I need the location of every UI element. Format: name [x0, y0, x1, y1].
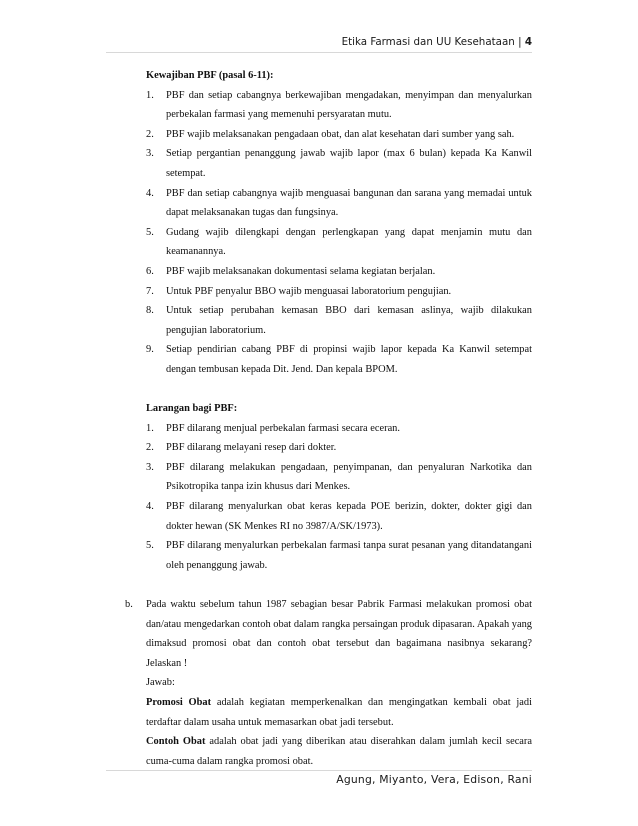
list-item — [146, 458, 532, 497]
item-text: PBF dan setiap cabangnya berkewajiban mengadakan, menyimpan dan menyalurkan perbekalan farmasi yang memenuhi persyaratan mutu. — [166, 89, 532, 121]
item-number: 3. — [146, 461, 154, 473]
section-b-question: Pada waktu sebelum tahun 1987 sebagian besar Pabrik Farmasi melakukan promosi obat dan/atau mengedarkan contoh obat dalam rangka persaingan produk dipasaran. Apakah yang dimaksud promosi obat dan contoh obat tersebut dan bagaimana nasibnya sekarang? Jelaskan ! — [146, 599, 532, 669]
list-item — [146, 419, 532, 439]
item-text: Untuk setiap perubahan kemasan BBO dari kemasan aslinya, wajib dilakukan pengujian laboratorium. — [166, 305, 532, 336]
spacer — [146, 575, 532, 595]
item-number: 5. — [146, 226, 154, 238]
item-text: PBF dilarang melayani resep dari dokter. — [166, 442, 337, 454]
list-item — [146, 223, 532, 262]
item-number: 8. — [146, 305, 154, 317]
spacer — [146, 380, 532, 400]
footer-divider — [106, 770, 532, 771]
item-text: PBF dilarang menyalurkan perbekalan farmasi tanpa surat pesanan yang ditandatangani oleh penanggung jawab. — [166, 540, 532, 571]
list-item — [146, 497, 532, 536]
promosi-term: Promosi Obat — [146, 697, 212, 708]
kewajiban-list — [146, 86, 532, 380]
contoh-term: Contoh Obat — [146, 736, 206, 748]
list-item — [146, 282, 532, 302]
list-item — [146, 340, 532, 379]
contoh-definition — [146, 732, 532, 771]
item-number: 2. — [146, 442, 154, 454]
item-text: PBF wajib melaksanakan dokumentasi selama kegiatan berjalan. — [166, 265, 436, 277]
promosi-text: adalah kegiatan memperkenalkan dan mengingatkan kembali obat jadi terdaftar dalam usaha untuk memasarkan obat jadi tersebut. — [146, 697, 532, 728]
item-text: PBF dilarang menjual perbekalan farmasi secara eceran. — [166, 422, 400, 434]
page-header — [0, 36, 532, 48]
section-b-label: b. — [125, 599, 133, 611]
list-item — [146, 301, 532, 340]
item-number: 6. — [146, 265, 154, 277]
document-body — [125, 66, 532, 771]
promosi-definition — [146, 693, 532, 732]
kewajiban-heading: Kewajiban PBF (pasal 6-11): — [146, 70, 274, 81]
item-number: 3. — [146, 148, 154, 160]
larangan-heading: Larangan bagi PBF: — [146, 403, 238, 415]
item-text: PBF dan setiap cabangnya wajib menguasai bangunan dan sarana yang memadai untuk dapat melaksanakan tugas dan fungsinya. — [166, 187, 532, 219]
larangan-list — [146, 419, 532, 576]
item-number: 1. — [146, 422, 154, 434]
list-item — [146, 536, 532, 575]
section-b-content — [146, 595, 532, 771]
list-item — [146, 125, 532, 145]
list-item — [146, 438, 532, 458]
contoh-text: adalah obat jadi yang diberikan atau diserahkan dalam jumlah kecil secara cuma-cuma dalam rangka promosi obat. — [146, 736, 532, 767]
header-title: Etika Farmasi dan UU Kesehataan | — [341, 36, 525, 48]
section-b — [125, 595, 532, 771]
page-footer: Agung, Miyanto, Vera, Edison, Rani — [336, 773, 532, 786]
item-text: PBF wajib melaksanakan pengadaan obat, dan alat kesehatan dari sumber yang sah. — [166, 128, 515, 140]
list-item — [146, 262, 532, 282]
item-number: 4. — [146, 187, 154, 199]
header-divider — [106, 52, 532, 53]
item-text: Untuk PBF penyalur BBO wajib menguasai laboratorium pengujian. — [166, 285, 452, 297]
item-text: PBF dilarang melakukan pengadaan, penyimpanan, dan penyaluran Narkotika dan Psikotropika tanpa izin khusus dari Menkes. — [166, 461, 532, 493]
page-number: 4 — [524, 36, 532, 48]
list-item — [146, 184, 532, 223]
item-number: 9. — [146, 344, 154, 356]
list-item — [146, 86, 532, 125]
item-number: 1. — [146, 89, 154, 101]
answer-label: Jawab: — [146, 677, 175, 689]
list-item — [146, 144, 532, 183]
item-number: 5. — [146, 540, 154, 552]
item-number: 4. — [146, 501, 154, 513]
item-text: Setiap pendirian cabang PBF di propinsi wajib lapor kepada Ka Kanwil setempat dengan tembusan kepada Dit. Jend. Dan kepala BPOM. — [166, 344, 532, 375]
item-text: PBF dilarang menyalurkan obat keras kepada POE berizin, dokter, dokter gigi dan dokter hewan (SK Menkes RI no 3987/A/SK/1973). — [166, 501, 532, 532]
item-text: Setiap pergantian penanggung jawab wajib lapor (max 6 bulan) kepada Ka Kanwil setempat. — [166, 148, 532, 179]
item-number: 2. — [146, 128, 154, 140]
item-number: 7. — [146, 285, 154, 297]
item-text: Gudang wajib dilengkapi dengan perlengkapan yang dapat menjamin mutu dan keamanannya. — [166, 226, 532, 258]
